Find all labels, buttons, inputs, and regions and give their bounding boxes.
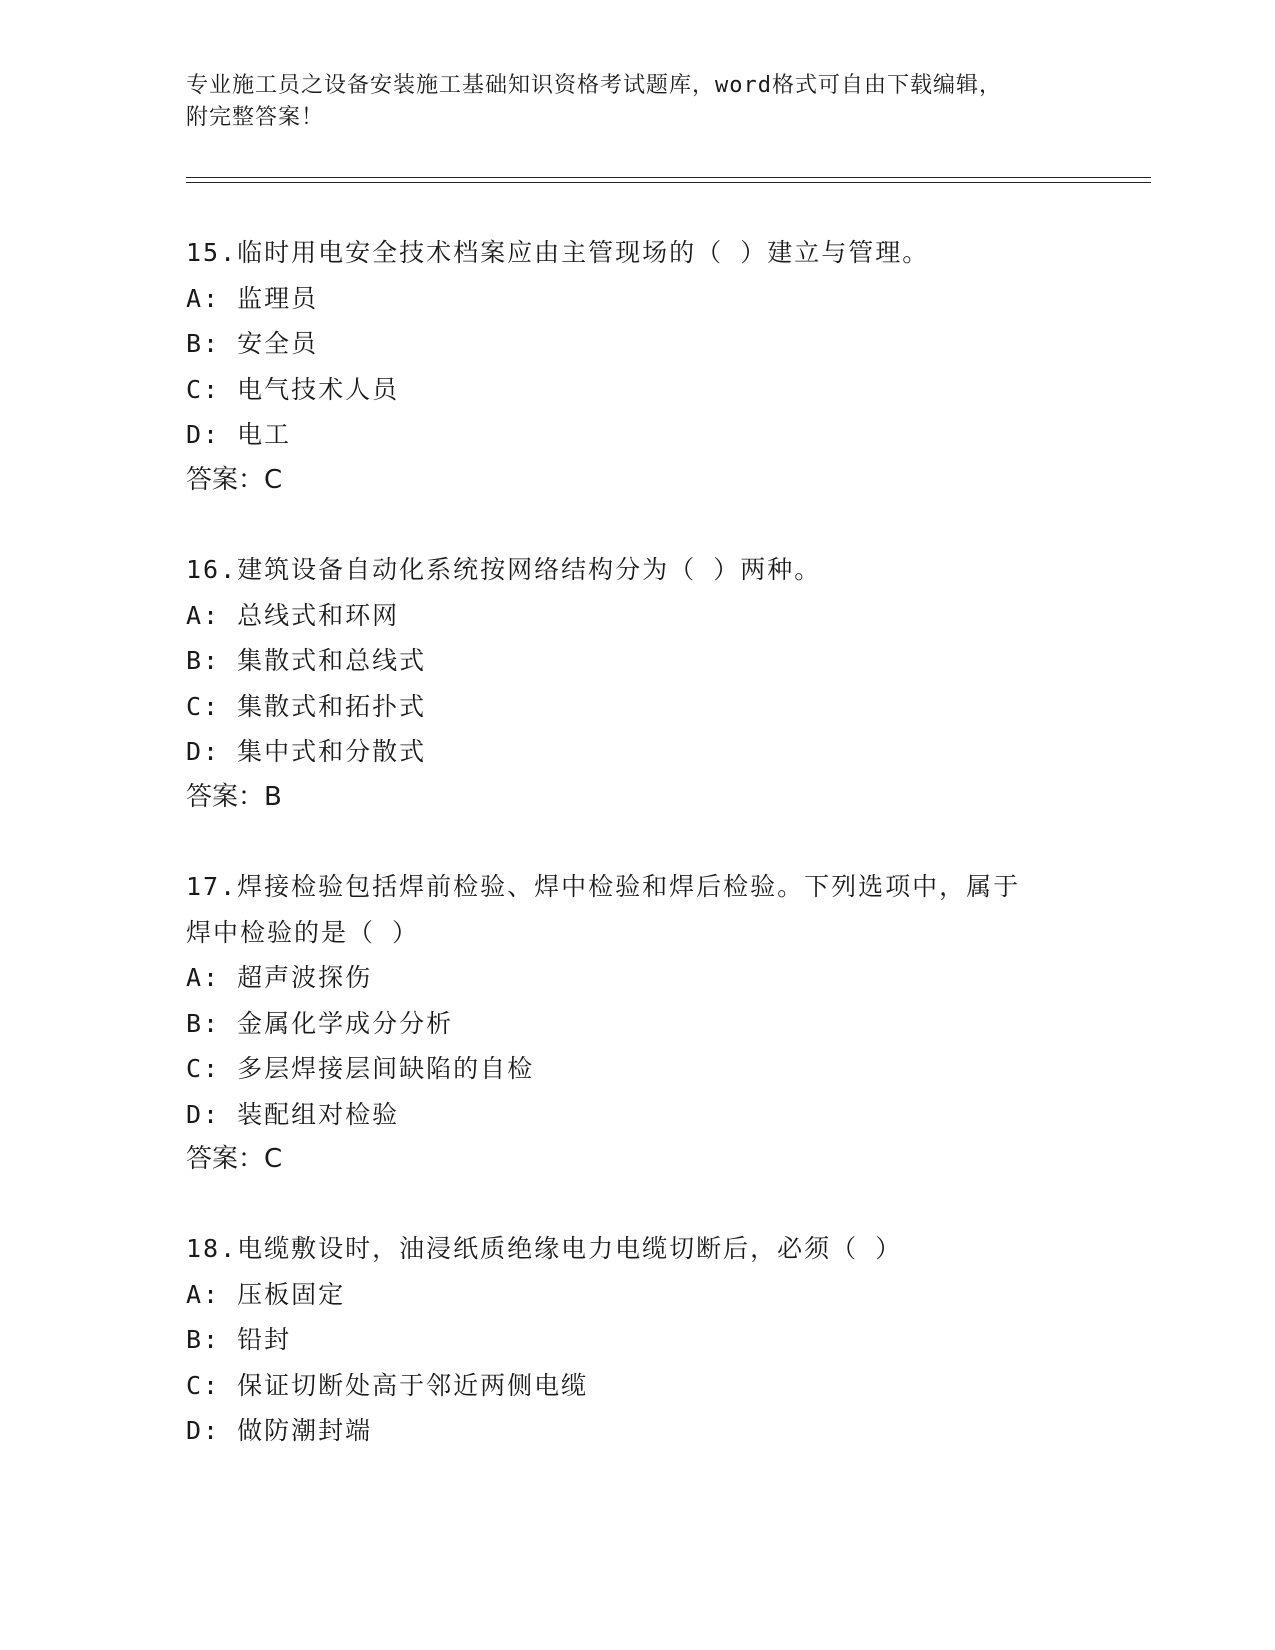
option-b: B: 安全员 — [186, 329, 319, 358]
option-d: D: 装配组对检验 — [186, 1099, 400, 1129]
option-d: D: 做防潮封端 — [186, 1416, 373, 1445]
question-stem: 17.焊接检验包括焊前检验、焊中检验和焊后检验。下列选项中，属于 — [186, 872, 1021, 901]
header-divider-bottom — [186, 182, 1151, 183]
option-c: C: 多层焊接层间缺陷的自检 — [186, 1054, 535, 1083]
option-a: A: 总线式和环网 — [186, 600, 400, 630]
question-stem: 18.电缆敷设时，油浸纸质绝缘电力电缆切断后，必须（ ） — [186, 1234, 903, 1263]
option-b: B: 铅封 — [186, 1325, 292, 1354]
option-c: C: 电气技术人员 — [186, 374, 400, 404]
question-stem-continued: 焊中检验的是（ ） — [186, 917, 420, 947]
question-18 — [186, 1226, 1086, 1454]
answer: 答案：C — [186, 464, 283, 495]
answer: 答案：B — [186, 781, 282, 812]
document-header — [186, 70, 1066, 134]
question-15 — [186, 230, 1086, 503]
question-stem: 16.建筑设备自动化系统按网络结构分为（ ）两种。 — [186, 555, 822, 584]
option-b: B: 金属化学成分分析 — [186, 1008, 454, 1038]
option-a: A: 超声波探伤 — [186, 963, 373, 992]
header-divider-top — [186, 177, 1151, 178]
option-d: D: 电工 — [186, 420, 292, 449]
option-c: C: 集散式和拓扑式 — [186, 691, 427, 721]
option-a: A: 压板固定 — [186, 1279, 346, 1309]
option-a: A: 监理员 — [186, 283, 319, 313]
header-line-1: 专业施工员之设备安装施工基础知识资格考试题库，word格式可自由下载编辑， — [186, 73, 1002, 98]
header-line-2: 附完整答案！ — [186, 105, 325, 130]
option-b: B: 集散式和总线式 — [186, 646, 427, 675]
question-17 — [186, 864, 1086, 1183]
question-16 — [186, 547, 1086, 820]
question-stem: 15.临时用电安全技术档案应由主管现场的（ ）建立与管理。 — [186, 238, 930, 267]
option-d: D: 集中式和分散式 — [186, 737, 427, 766]
answer: 答案：C — [186, 1144, 283, 1174]
option-c: C: 保证切断处高于邻近两侧电缆 — [186, 1370, 589, 1400]
